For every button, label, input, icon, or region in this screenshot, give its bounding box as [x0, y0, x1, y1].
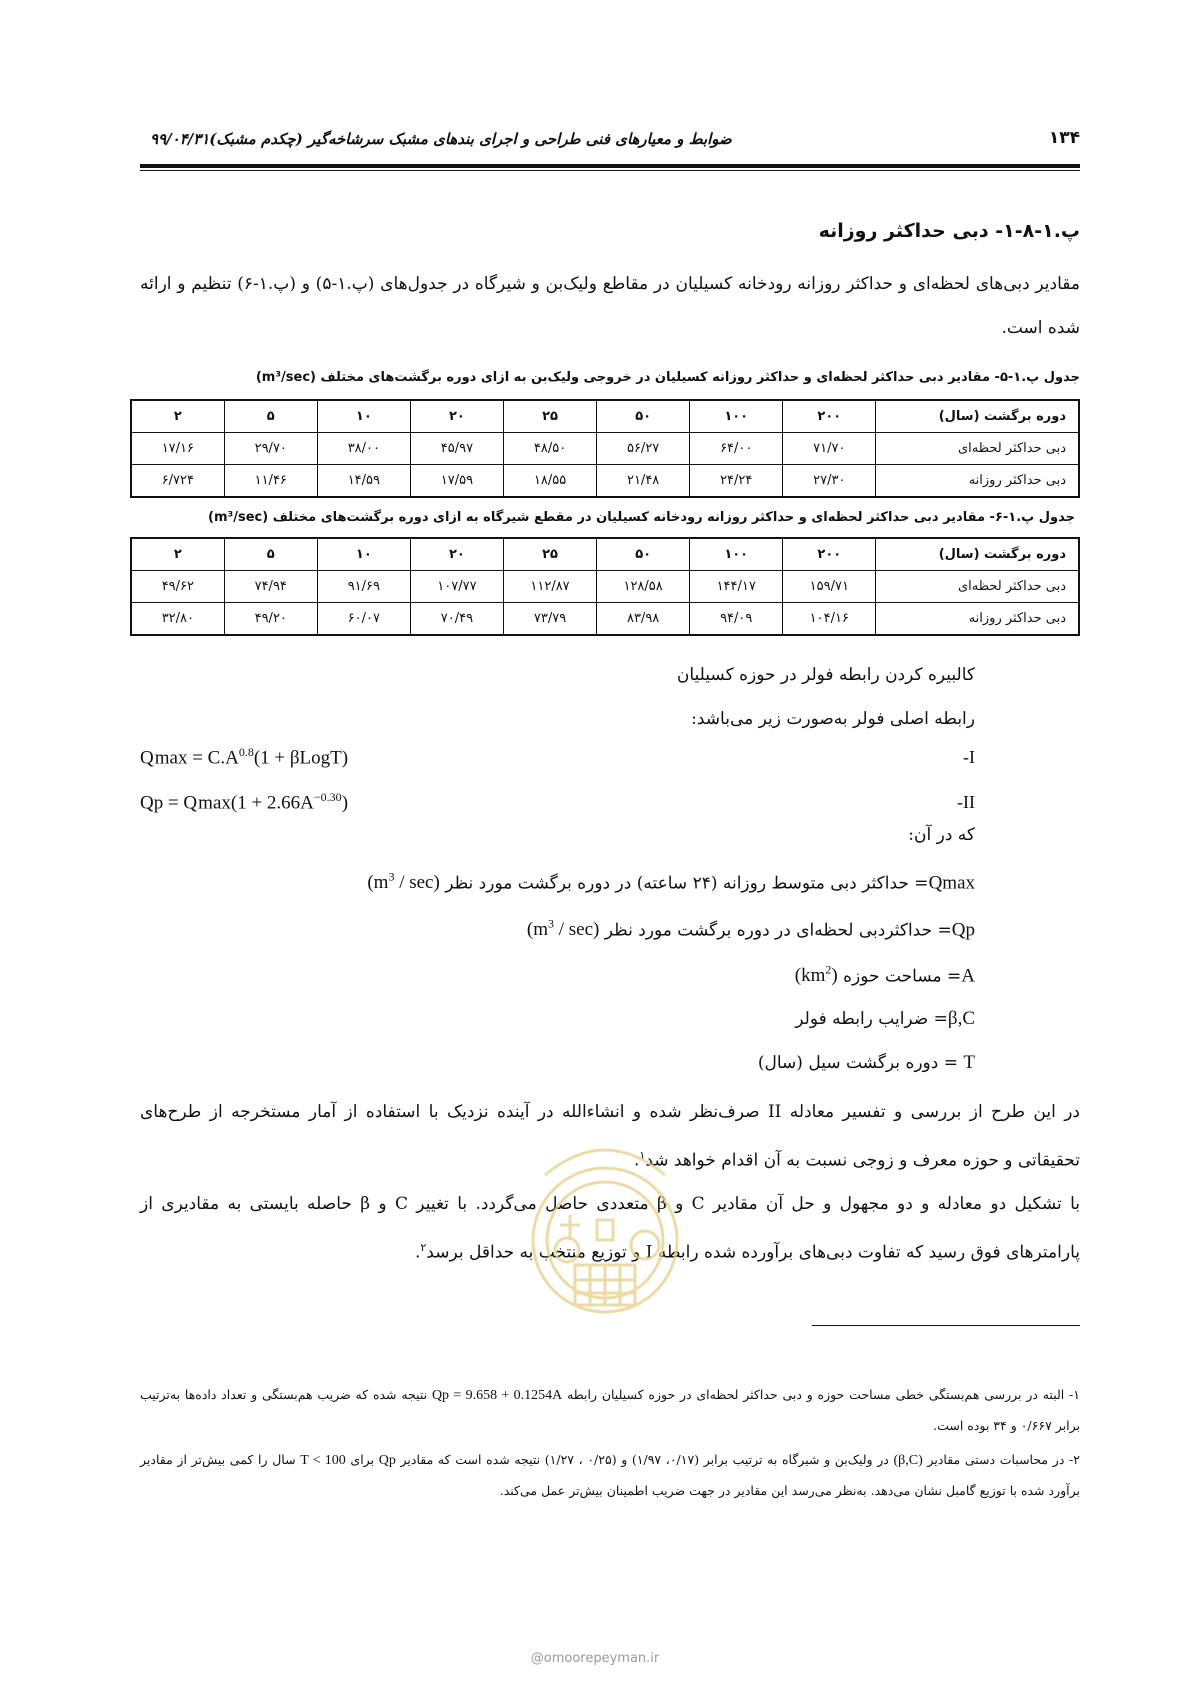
table1-cell: ۶۴/۰۰: [690, 433, 783, 465]
symbol-qmax: Qmax: [928, 872, 975, 894]
footnote-2-part-d: سال را کمی بیش‌تر از مقادیر برآورد شده با توزیع گامبل نشان می‌دهد. به‌نظر می‌رسد این مقادیر در جهت ضریب اطمینان بیش‌تر عمل می‌کند.: [140, 1452, 1080, 1498]
table2-cell: ۱۰۴/۱۶: [783, 603, 876, 636]
footnote-rule: [812, 1325, 1080, 1326]
table2-row-instant: [131, 571, 1079, 603]
footnote-2-part-a: ۲- در محاسبات دستی مقادیر: [927, 1452, 1080, 1467]
running-header: [140, 128, 1080, 154]
table1-cell: ۴۸/۵۰: [503, 433, 596, 465]
table1-header-cell: ۲۵: [503, 400, 596, 433]
table2-cell: ۷۰/۴۹: [410, 603, 503, 636]
equation-2-label: -II: [957, 792, 975, 812]
table1-row-daily: [131, 465, 1079, 498]
table2-cell: ۸۳/۹۸: [597, 603, 690, 636]
table1-header-label: دوره برگشت (سال): [876, 400, 1079, 433]
footnote-2-part-b: در ولیک‌بن و شیرگاه به ترتیب برابر (۰/۱۷، ۱/۹۷) و (۰/۲۵ ، ۱/۲۷) نتیجه شده است که مقادیر: [400, 1452, 889, 1467]
table2-cell: ۱۲۸/۵۸: [597, 571, 690, 603]
definition-coefficients: [795, 1008, 975, 1030]
footnote-2-qp: Qp: [378, 1453, 396, 1468]
footnote-2-t-condition: T < 100: [300, 1453, 346, 1468]
body-paragraph-2: با تشکیل دو معادله و دو مجهول و حل آن مقادیر C و β متعددی حاصل می‌گردد. با تغییر C و β حاصله بایستی به مقادیری از پارامترهای فوق رسید که تفاوت دبی‌های برآورده شده رابطه I و توزیع منتخب به حداقل برسد$^۲$.: [140, 1194, 1080, 1263]
equation-1-label: -I: [963, 747, 975, 767]
definition-qmax: [367, 870, 975, 894]
table2-header-cell: ۵: [224, 538, 317, 571]
table2-header-cell: ۱۰: [317, 538, 410, 571]
document-title: [140, 130, 732, 148]
page-number: ۱۳۴: [1048, 128, 1080, 148]
footnote-2: [140, 1445, 1080, 1506]
symbol-beta-c: β,C: [947, 1008, 975, 1029]
definition-return-period-text: = دوره برگشت سیل (سال): [757, 1053, 958, 1073]
table2-cell: ۹۱/۶۹: [317, 571, 410, 603]
table1-row-label: دبی حداکثر لحظه‌ای: [876, 433, 1079, 465]
intro-paragraph: مقادیر دبی‌های لحظه‌ای و حداکثر روزانه رودخانه کسیلیان در مقاطع ولیک‌بن و شیرگاه در جدول‌های (پ.۱-۵) و (پ.۱-۶) تنظیم و ارائه شده است.: [140, 274, 1080, 338]
table1-cell: ۱۱/۴۶: [224, 465, 317, 498]
where-line: که در آن:: [908, 825, 975, 845]
table1-header-cell: ۵: [224, 400, 317, 433]
table2-cell: ۶۰/۰۷: [317, 603, 410, 636]
definition-area: [795, 963, 975, 987]
definition-qp-text: = حداکثردبی لحظه‌ای در دوره برگشت مورد نظر: [604, 920, 952, 941]
document-title-text: ضوابط و معیارهای فنی طراحی و اجرای بندهای مشبک سرشاخه‌گیر (چکدم مشبک): [209, 130, 732, 148]
table1-cell: ۷۱/۷۰: [783, 433, 876, 465]
table2-caption: جدول پ.۱-۶- مقادیر دبی حداکثر لحظه‌ای و حداکثر روزانه رودخانه کسیلیان در مقطع شیرگاه به ازای دوره برگشت‌های مختلف (m³/sec): [208, 510, 1075, 525]
table2-cell: ۷۳/۷۹: [503, 603, 596, 636]
table1-cell: ۶/۷۲۴: [131, 465, 224, 498]
table1-cell: ۱۸/۵۵: [503, 465, 596, 498]
table1-cell: ۳۸/۰۰: [317, 433, 410, 465]
table2-row-daily: [131, 603, 1079, 636]
footnote-1-equation: Qp = 9.658 + 0.1254A: [431, 1388, 563, 1403]
table2-header-cell: ۲۰۰: [783, 538, 876, 571]
table2-header-cell: ۵۰: [597, 538, 690, 571]
table2-cell: ۱۴۴/۱۷: [690, 571, 783, 603]
unit-m3-sec: $(m^3 / \sec)$: [526, 917, 600, 941]
table1-header-cell: ۱۰۰: [690, 400, 783, 433]
table2-header-cell: ۱۰۰: [690, 538, 783, 571]
table2-header-cell: ۲: [131, 538, 224, 571]
table1-cell: ۲۹/۷۰: [224, 433, 317, 465]
section-title: پ.۱-۸-۱- دبی حداکثر روزانه: [818, 220, 1080, 242]
table1-row-instant: [131, 433, 1079, 465]
table1-cell: ۱۷/۵۹: [410, 465, 503, 498]
table2-cell: ۳۲/۸۰: [131, 603, 224, 636]
footnote-1: [140, 1380, 1080, 1441]
table1-header-row: [131, 400, 1079, 433]
table2-header-cell: ۲۵: [503, 538, 596, 571]
table2-header-label: دوره برگشت (سال): [876, 538, 1079, 571]
footnote-2-symbol: (β,C): [893, 1453, 923, 1468]
watermark-seal-icon: [505, 1105, 705, 1335]
table1-caption: جدول پ.۱-۵- مقادیر دبی حداکثر لحظه‌ای و حداکثر روزانه کسیلیان در خروجی ولیک‌بن به ازای دوره برگشت‌های مختلف (m³/sec): [255, 370, 1080, 385]
table1-cell: ۲۷/۳۰: [783, 465, 876, 498]
definition-qmax-text: = حداکثر دبی متوسط روزانه (۲۴ ساعته) در دوره برگشت مورد نظر: [445, 873, 929, 894]
definition-qp: [527, 917, 975, 941]
symbol-t: T: [963, 1052, 975, 1073]
table1: [130, 399, 1080, 498]
table2-cell: ۱۱۲/۸۷: [503, 571, 596, 603]
table1-cell: ۵۶/۲۷: [597, 433, 690, 465]
table2-header-cell: ۲۰: [410, 538, 503, 571]
table1-header-cell: ۲: [131, 400, 224, 433]
table1-cell: ۲۱/۴۸: [597, 465, 690, 498]
header-rule-thick: [140, 164, 1080, 168]
body-paragraph-1-text: در این طرح از بررسی و تفسیر معادله II صرف‌نظر شده و انشاءالله در آینده نزدیک با استفاده از آمار مستخرجه از طرح‌های تحقیقاتی و حوزه معرف و زوجی نسبت به آن اقدام خواهد شد: [140, 1102, 1080, 1171]
definition-coefficients-text: = ضرایب رابطه فولر: [795, 1009, 948, 1029]
table1-header-cell: ۱۰: [317, 400, 410, 433]
symbol-qp: Qp: [951, 919, 975, 941]
header-rule-thin: [140, 170, 1080, 171]
table2-cell: ۴۹/۶۲: [131, 571, 224, 603]
body-paragraph-2-text: با تشکیل دو معادله و دو مجهول و حل آن مقادیر C و β متعددی حاصل می‌گردد. با تغییر C و β حاصله بایستی به مقادیری از پارامترهای فوق رسید که تفاوت دبی‌های برآورده شده رابطه I و توزیع منتخب به حداقل برسد: [140, 1194, 1080, 1263]
footnote-ref-2: ۲: [420, 1241, 427, 1254]
watermark-url: @omoorepeyman.ir: [530, 1651, 660, 1666]
unit-km2: $(km^2)$: [794, 963, 838, 987]
table2-header-row: [131, 538, 1079, 571]
calibration-heading: کالبیره کردن رابطه فولر در حوزه کسیلیان: [676, 665, 975, 685]
definition-return-period: [758, 1052, 975, 1074]
footnote-1-part-a: ۱- البته در بررسی هم‌بستگی خطی مساحت حوزه و دبی حداکثر لحظه‌ای در حوزه کسیلیان رابطه: [567, 1387, 1080, 1402]
table2-cell: ۱۵۹/۷۱: [783, 571, 876, 603]
table2-row-label: دبی حداکثر لحظه‌ای: [876, 571, 1079, 603]
footnote-2-part-c: برای: [350, 1452, 375, 1467]
table2-cell: ۱۰۷/۷۷: [410, 571, 503, 603]
definition-area-text: = مساحت حوزه: [843, 966, 962, 987]
document-date: ۹۹/۰۴/۳۱: [150, 130, 210, 148]
table2-cell: ۷۴/۹۴: [224, 571, 317, 603]
symbol-a: A: [961, 965, 975, 987]
equation-2: $Qp = Qmax(1 + 2.66A^{-0.30})$: [140, 790, 349, 814]
table2-cell: ۴۹/۲۰: [224, 603, 317, 636]
table1-cell: ۲۴/۲۴: [690, 465, 783, 498]
table1-header-cell: ۵۰: [597, 400, 690, 433]
table1-header-cell: ۲۰۰: [783, 400, 876, 433]
body-paragraph-1: در این طرح از بررسی و تفسیر معادله II صرف‌نظر شده و انشاءالله در آینده نزدیک با استفاده از آمار مستخرجه از طرح‌های تحقیقاتی و حوزه معرف و زوجی نسبت به آن اقدام خواهد شد$^۱$.: [140, 1102, 1080, 1171]
unit-m3-sec: $(m^3 / \sec)$: [367, 870, 440, 894]
equation-1: $Qmax = C.A^{0.8}(1$ + βLogT): [140, 745, 349, 769]
table2: [130, 537, 1080, 636]
footnote-ref-1: ۱: [639, 1149, 646, 1162]
fuller-intro-line: رابطه اصلی فولر به‌صورت زیر می‌باشد:: [691, 709, 975, 729]
table1-row-label: دبی حداکثر روزانه: [876, 465, 1079, 498]
table1-cell: ۴۵/۹۷: [410, 433, 503, 465]
table2-row-label: دبی حداکثر روزانه: [876, 603, 1079, 636]
table1-header-cell: ۲۰: [410, 400, 503, 433]
footnote-1-part-b: نتیجه شده که ضریب هم‌بستگی و تعداد داده‌ها به‌ترتیب برابر ۰/۶۶۷ و ۳۴ بوده است.: [140, 1387, 1080, 1433]
table1-cell: ۱۴/۵۹: [317, 465, 410, 498]
table2-cell: ۹۴/۰۹: [690, 603, 783, 636]
table1-cell: ۱۷/۱۶: [131, 433, 224, 465]
